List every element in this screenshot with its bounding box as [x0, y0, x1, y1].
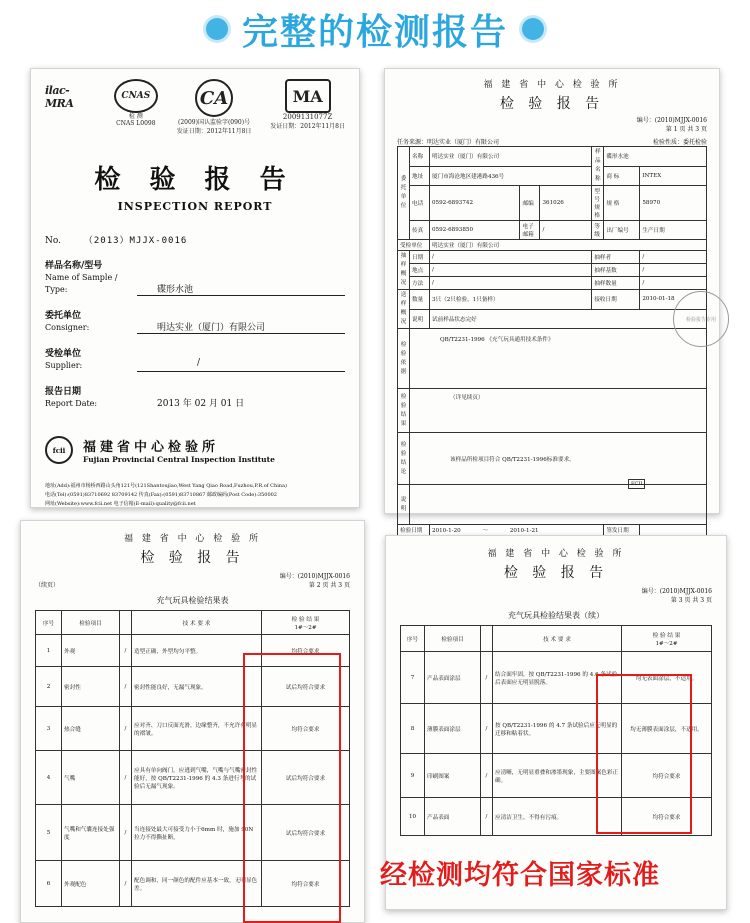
col-header: 检 验 结 果 1#～2# — [622, 626, 712, 652]
cell-label: 样 品 名 称 — [592, 147, 604, 186]
cell-label: 说 明 — [398, 485, 410, 525]
page-institute: 福 建 省 中 心 检 验 所 — [483, 80, 621, 90]
cell-value: （详见续页） — [410, 389, 707, 433]
cert1-number: (2009)国认监验字(090)号 — [178, 119, 251, 126]
banner-title: 完整的检测报告 — [241, 11, 508, 53]
col-header: 检验项目 — [425, 626, 481, 652]
task-source-label: 任务来源： — [397, 139, 428, 146]
cell: 当连接处最大可接受力小于6mm 时，施加 90N 拉力不得撕扯断。 — [132, 805, 262, 861]
cell-value: 明达实业（厦门）有限公司 — [430, 147, 592, 167]
cover-subtitle: INSPECTION REPORT — [117, 200, 273, 213]
cell: 应具有单向阀门，应逃到气嘴，气嘴与气嘴密封性能好，按 QB/T2231-1996 的 4.3 条进行考的试验后无漏气现象。 — [132, 751, 262, 805]
dot-right-icon — [522, 18, 544, 40]
cell-label: 商 标 — [604, 166, 640, 186]
cell: 密封性能良好，无漏气现象。 — [132, 667, 262, 707]
ma-logo — [270, 79, 345, 130]
cell-value: / — [430, 264, 592, 277]
cell: 5 — [36, 805, 62, 861]
field-value: 明达实业（厦门）有限公司 — [137, 320, 345, 334]
col-header — [481, 626, 493, 652]
cell-value: 2010-01-18 — [640, 290, 707, 310]
cell: 1 — [36, 635, 62, 667]
page-title: 检 验 报 告 — [140, 550, 245, 566]
cell: 应清晰，无明显重叠和渗墨现象，主要图案色彩正确。 — [493, 754, 622, 798]
report-number: 编号：(2010)MJJX-0016 — [636, 117, 707, 124]
website-line: 网址(Website):www.fcii.net 电子信箱(E-mail):quality@fcii.net — [45, 501, 196, 507]
report-number-value: （2013）MJJX-0016 — [83, 236, 188, 246]
cell-value: 该样品所检项目符合 QB/T2231-1996标准要求。 — [410, 433, 707, 485]
field-label-cn: 样品名称/型号 — [45, 261, 103, 271]
cell: / — [120, 707, 132, 751]
cnas-icon: CNAS — [114, 79, 158, 113]
cell-label: 检 验 结 果 — [398, 389, 410, 433]
field-label-cn: 报告日期 — [45, 387, 82, 397]
cell-value — [410, 485, 707, 525]
highlight-box — [243, 653, 341, 923]
cell-label: 抽样概况 — [398, 251, 410, 290]
field-consigner — [45, 310, 345, 334]
inspect-type-label: 检验性质： — [652, 139, 683, 146]
cell-label: 地点 — [410, 264, 430, 277]
cell-label: 型 号 规 格 — [592, 186, 604, 221]
cell-label: 电话 — [410, 186, 430, 221]
cell: 均符合要求 — [622, 754, 712, 798]
fcii-stamp: FCII — [628, 479, 645, 489]
cell-value: 0592-6893850 — [430, 221, 520, 240]
report-number-label: No. — [45, 236, 61, 246]
page-institute: 福 建 省 中 心 检 验 所 — [487, 549, 625, 559]
cell: / — [481, 754, 493, 798]
ilac-logo — [45, 79, 95, 115]
col-header: 检 验 结 果 1#～2# — [262, 611, 350, 635]
cell-label: 检 验 依 据 — [398, 329, 410, 389]
cell: 均无薄膜表面涂层，不适用。 — [622, 704, 712, 754]
cell-label: 抽样基数 — [592, 264, 640, 277]
period-end: 2010-1-21 — [509, 528, 539, 534]
cell: 2 — [36, 667, 62, 707]
cell-value: QB/T2231-1996 《充气玩具通用技术条件》 — [410, 329, 707, 389]
cell: 产品表面涂层 — [425, 652, 481, 704]
cell: 气嘴和气囊连接处强度 — [62, 805, 120, 861]
cell: 试后均符合要求 — [262, 805, 350, 861]
cell-label: 生产日期 — [640, 221, 707, 240]
cell: / — [120, 667, 132, 707]
cell: / — [120, 805, 132, 861]
info-table — [397, 146, 707, 536]
cell-value: 3只（2只检验，1只备样） — [430, 290, 592, 310]
continued-label: （续页） — [35, 582, 60, 589]
ma-icon: MA — [285, 79, 331, 113]
cell-label: 电子邮箱 — [520, 221, 540, 240]
cell: 外观 — [62, 635, 120, 667]
cell-label: 说明 — [410, 309, 430, 329]
report-page-2 — [20, 520, 365, 923]
cell: / — [120, 861, 132, 907]
field-label-cn: 委托单位 — [45, 311, 82, 321]
field-label-en: Supplier: — [45, 361, 83, 370]
cell-label: 受检单位 — [398, 240, 430, 251]
address-line: 地址(Add):福州市杨桥西路山头角121号(121Shantoujiao,West Yang Qiao Road,Fuzhou,P.R.of China) — [45, 483, 287, 489]
col-header: 序号 — [36, 611, 62, 635]
highlight-box — [596, 674, 692, 834]
cell-value: 明达实业（厦门）有限公司 — [430, 240, 707, 251]
cell-value: 碟形水池 — [604, 147, 707, 167]
cell: 造型正确，外型均匀平整。 — [132, 635, 262, 667]
cell-label: 出厂编号 — [604, 221, 640, 240]
cell: / — [120, 751, 132, 805]
cell-label: 方法 — [410, 277, 430, 290]
cell: / — [481, 652, 493, 704]
ilac-mra-icon: ilac-MRA — [45, 84, 74, 110]
col-header: 技 术 要 求 — [132, 611, 262, 635]
report-number: 编号：(2010)MJJX-0016 — [279, 573, 350, 580]
task-meta — [397, 137, 707, 146]
cell: 4 — [36, 751, 62, 805]
institute-block — [45, 436, 345, 464]
cell-value: 361026 — [540, 186, 592, 221]
field-value: 2013 年 02 月 01 日 — [157, 399, 245, 409]
field-label-en: Name of Sample / Type: — [45, 273, 118, 294]
cell: 热合缝 — [62, 707, 120, 751]
cell: / — [481, 704, 493, 754]
page-info: 第 1 页 共 3 页 — [665, 126, 707, 133]
page-title: 检 验 报 告 — [499, 96, 605, 112]
cell: 7 — [401, 652, 425, 704]
cell-value: / — [430, 251, 592, 264]
report-number: 编号：(2010)MJJX-0016 — [641, 588, 712, 595]
field-label-en: Consigner: — [45, 323, 90, 332]
cert2-number: 2009131077Z — [282, 113, 333, 121]
page-title: 检 验 报 告 — [503, 565, 609, 581]
col-header — [120, 611, 132, 635]
table-title: 充气玩具检验结果表（续） — [508, 611, 604, 620]
inspect-type: 委托检验 — [682, 139, 707, 146]
cell-value: 厦门市海沧地区建港路436号 — [430, 166, 592, 186]
cell-value: 58970 — [640, 186, 707, 221]
cell-value: / — [640, 264, 707, 277]
cell-label: 传真 — [410, 221, 430, 240]
dot-left-icon — [206, 18, 228, 40]
institute-name-cn: 福建省中心检验所 — [83, 440, 220, 455]
cell: 气嘴 — [62, 751, 120, 805]
cell: 3 — [36, 707, 62, 751]
cell-value — [640, 525, 707, 536]
field-report-date — [45, 386, 345, 410]
cell: 应对齐、刀口反面光滑，边缘整齐，不允许有明显的褶皱。 — [132, 707, 262, 751]
field-label-en: Report Date: — [45, 399, 98, 408]
task-source: 明达实业（厦门）有限公司 — [427, 139, 500, 146]
cell: / — [120, 635, 132, 667]
cell: 均符合要求 — [262, 861, 350, 907]
cell: 薄膜表面涂层 — [425, 704, 481, 754]
ca-logo — [177, 79, 252, 135]
col-header: 检验项目 — [62, 611, 120, 635]
field-sample-name — [45, 260, 345, 296]
period-sep: ～ — [482, 528, 489, 534]
cell-label: 邮编 — [520, 186, 540, 221]
ca-icon: CA — [195, 79, 233, 117]
col-header: 序号 — [401, 626, 425, 652]
report-page-1 — [384, 68, 720, 534]
cell-label: 地址 — [410, 166, 430, 186]
inspection-seal: 检验报告专用 — [673, 291, 729, 347]
cell: 9 — [401, 754, 425, 798]
page-info: 第 3 页 共 3 页 — [670, 597, 712, 604]
cell-value: / — [430, 277, 592, 290]
address-block — [45, 482, 345, 509]
cell-label: 等 级 — [592, 221, 604, 240]
cell: 10 — [401, 798, 425, 836]
field-value: 碟形水池 — [137, 282, 345, 296]
period-start: 2010-1-20 — [432, 528, 461, 534]
cell-label: 接收日期 — [592, 290, 640, 310]
cnas-logo — [114, 79, 158, 127]
cell: 均符合要求 — [262, 707, 350, 751]
cell-label: 检验日期 — [398, 525, 430, 536]
cell: 试后均符合要求 — [262, 667, 350, 707]
contact-line: 电话(Tel):(0591)83710692 83709142 传真(Fax):(0591)83710867 邮政编码(Post Code):350002 — [45, 492, 277, 498]
cell: 配色调和，同一颜色的配件应基本一致，无明显色差。 — [132, 861, 262, 907]
cell-label: 签发日期 — [604, 525, 640, 536]
cell-label: 日期 — [410, 251, 430, 264]
cell-label: 送样概况 — [398, 290, 410, 329]
cell: 印刷图案 — [425, 754, 481, 798]
cell: 外观配色 — [62, 861, 120, 907]
cell-label: 规 格 — [604, 186, 640, 221]
cell: 按 QB/T2231-1996 的 4.7 条试验后应无明显的迁移和粘着状。 — [493, 704, 622, 754]
cell-label: 检 验 结 论 — [398, 433, 410, 485]
cell: 均符合要求 — [622, 798, 712, 836]
cell-label: 抽样数量 — [592, 277, 640, 290]
cell: 试后均符合要求 — [262, 751, 350, 805]
cell: 密封性 — [62, 667, 120, 707]
cell-label: 名称 — [410, 147, 430, 167]
table-title: 充气玩具检验结果表 — [156, 596, 229, 605]
page-info: 第 2 页 共 3 页 — [308, 582, 350, 589]
cell-value: INTEX — [640, 166, 707, 186]
cell: 应清洁卫生，不得有污痕。 — [493, 798, 622, 836]
cell-label: 数量 — [410, 290, 430, 310]
institute-name-en: Fujian Provincial Central Inspection Institute — [83, 455, 275, 464]
page-institute: 福 建 省 中 心 检 验 所 — [123, 534, 262, 544]
field-value: / — [137, 358, 345, 372]
banner — [0, 0, 750, 58]
col-header: 技 术 要 求 — [493, 626, 622, 652]
inspection-period — [430, 525, 604, 536]
cell: 8 — [401, 704, 425, 754]
cert-logos — [45, 79, 345, 137]
cover-page — [30, 68, 360, 508]
cell-value: 0592-6893742 — [430, 186, 520, 221]
cell-value: / — [640, 251, 707, 264]
slogan: 经检测均符合国家标准 — [380, 860, 660, 891]
cover-title: 检 验 报 告 — [94, 165, 296, 195]
cell: / — [481, 798, 493, 836]
cnas-caption: 检 测 CNAS L0098 — [116, 113, 156, 127]
field-supplier — [45, 348, 345, 372]
cell-value: / — [640, 277, 707, 290]
cert1-date: 发证日期：2012年11月8日 — [176, 128, 252, 135]
cell: 6 — [36, 861, 62, 907]
fcii-seal-icon: fcii — [45, 436, 73, 464]
cell: 结合面牢固，按 QB/T2231-1996 的 4.6 条试验后表面应无明显脱落。 — [493, 652, 622, 704]
cell: 均符合要求 — [262, 635, 350, 667]
cell: 均无表面涂层，不适用。 — [622, 652, 712, 704]
consigner-label: 委 托 单 位 — [398, 147, 410, 240]
cell-value: / — [540, 221, 592, 240]
report-number — [45, 233, 345, 246]
cell-value: 试前样品状态完好 — [430, 309, 707, 329]
field-label-cn: 受检单位 — [45, 349, 82, 359]
cert2-date: 发证日期：2012年11月8日 — [270, 123, 345, 130]
cell-label: 抽样者 — [592, 251, 640, 264]
cell: 产品表面 — [425, 798, 481, 836]
